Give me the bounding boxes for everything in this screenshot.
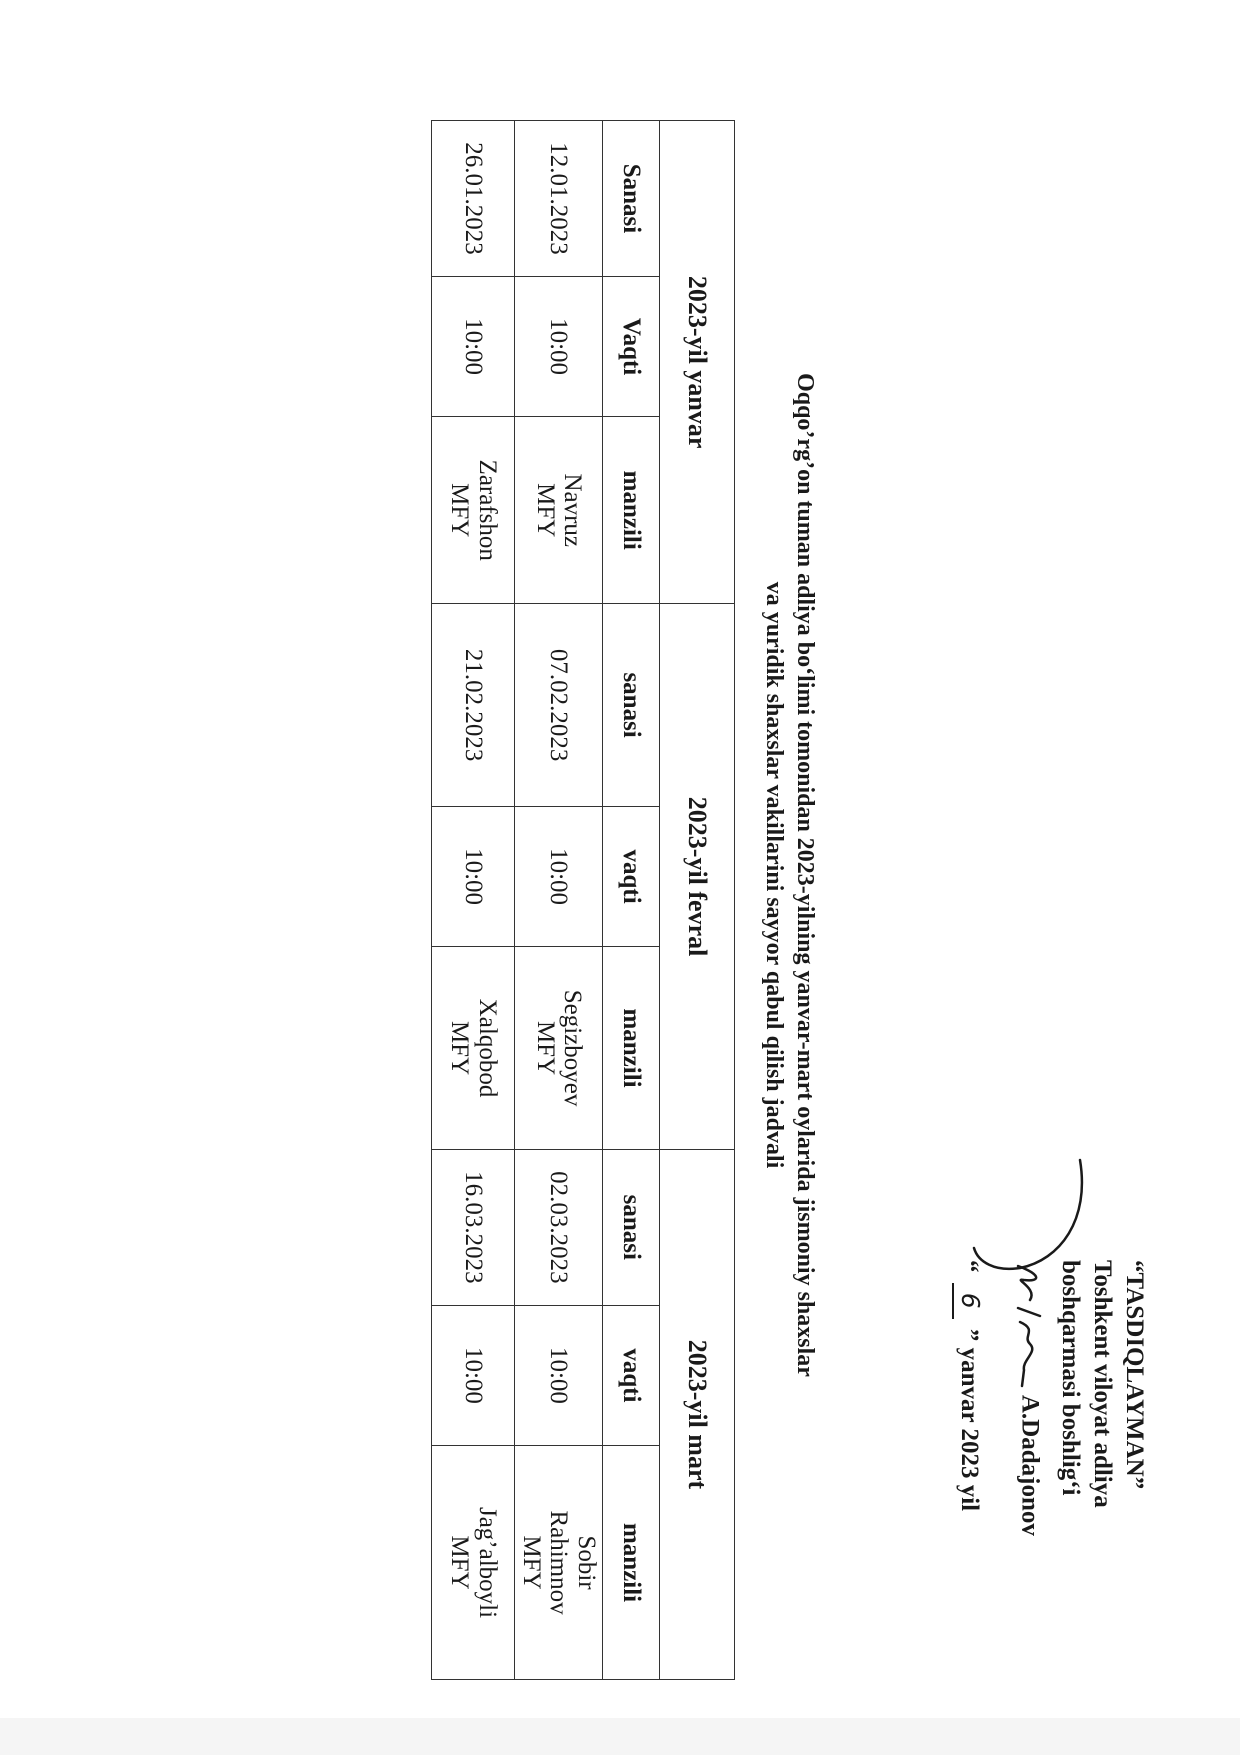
column-header: sanasi [603, 1149, 660, 1305]
table-cell-address: Zarafshon MFY [432, 417, 515, 604]
table-cell-address: Xalqobod MFY [432, 947, 515, 1150]
column-header: sanasi [603, 604, 660, 807]
column-header: manzili [603, 417, 660, 604]
table-cell-date: 26.01.2023 [432, 121, 515, 277]
table-cell-address: Sobir Rahimnov MFY [515, 1446, 603, 1680]
title-line1: Oqqo’rg’on tuman adliya bo‘limi tomonidan 2023-yilning yanvar-mart oylarida jismoniy shaxslar [792, 373, 818, 1377]
table-cell-time: 10:00 [432, 806, 515, 946]
table-cell-address: Navruz MFY [515, 417, 603, 604]
date-day-handwritten: 6 [952, 1283, 986, 1319]
signature-flourish [970, 1150, 1090, 1280]
column-header: Sanasi [603, 121, 660, 277]
table-cell-date: 07.02.2023 [515, 604, 603, 807]
table-cell-date: 21.02.2023 [432, 604, 515, 807]
date-month-year: ” yanvar 2023 yil [956, 1328, 983, 1512]
document-title [758, 255, 820, 1495]
table-cell-address: Segizboyev MFY [515, 947, 603, 1150]
table-cell-time: 10:00 [515, 806, 603, 946]
approval-date [952, 1260, 986, 1680]
table-cell-date: 12.01.2023 [515, 121, 603, 277]
table-cell-time: 10:00 [432, 1305, 515, 1445]
title-line2: va yuridik shaxslar vakillarini sayyor qabul qilish jadvali [760, 581, 787, 1169]
month-header-row [660, 121, 735, 1680]
approval-position-line1: Toshkent viloyat adliya [1089, 1260, 1116, 1508]
column-header: Vaqti [603, 276, 660, 416]
table-row [515, 121, 603, 1680]
table-cell-time: 10:00 [515, 276, 603, 416]
month-header-february: 2023-yil fevral [660, 604, 735, 1150]
column-header: vaqti [603, 1305, 660, 1445]
column-header: manzili [603, 1446, 660, 1680]
column-header: vaqti [603, 806, 660, 946]
column-header-row [603, 121, 660, 1680]
approval-position-line2: boshqarmasi boshlig‘i [1057, 1260, 1084, 1496]
table-cell-time: 10:00 [515, 1305, 603, 1445]
approval-block [952, 1260, 1150, 1680]
reception-schedule-table [432, 120, 736, 1680]
table-row [432, 121, 515, 1680]
approval-stamp: “TASDIQLAYMAN” [1121, 1260, 1148, 1490]
table-cell-date: 16.03.2023 [432, 1149, 515, 1305]
table-cell-date: 02.03.2023 [515, 1149, 603, 1305]
table-cell-time: 10:00 [432, 276, 515, 416]
signer-name: A.Dadajonov [1016, 1394, 1044, 1536]
column-header: manzili [603, 947, 660, 1150]
signature-row [1008, 1260, 1048, 1680]
month-header-january: 2023-yil yanvar [660, 121, 735, 604]
month-header-march: 2023-yil mart [660, 1149, 735, 1679]
date-open-quote: “ [956, 1260, 983, 1273]
table-cell-address: Jag’alboyli MFY [432, 1446, 515, 1680]
